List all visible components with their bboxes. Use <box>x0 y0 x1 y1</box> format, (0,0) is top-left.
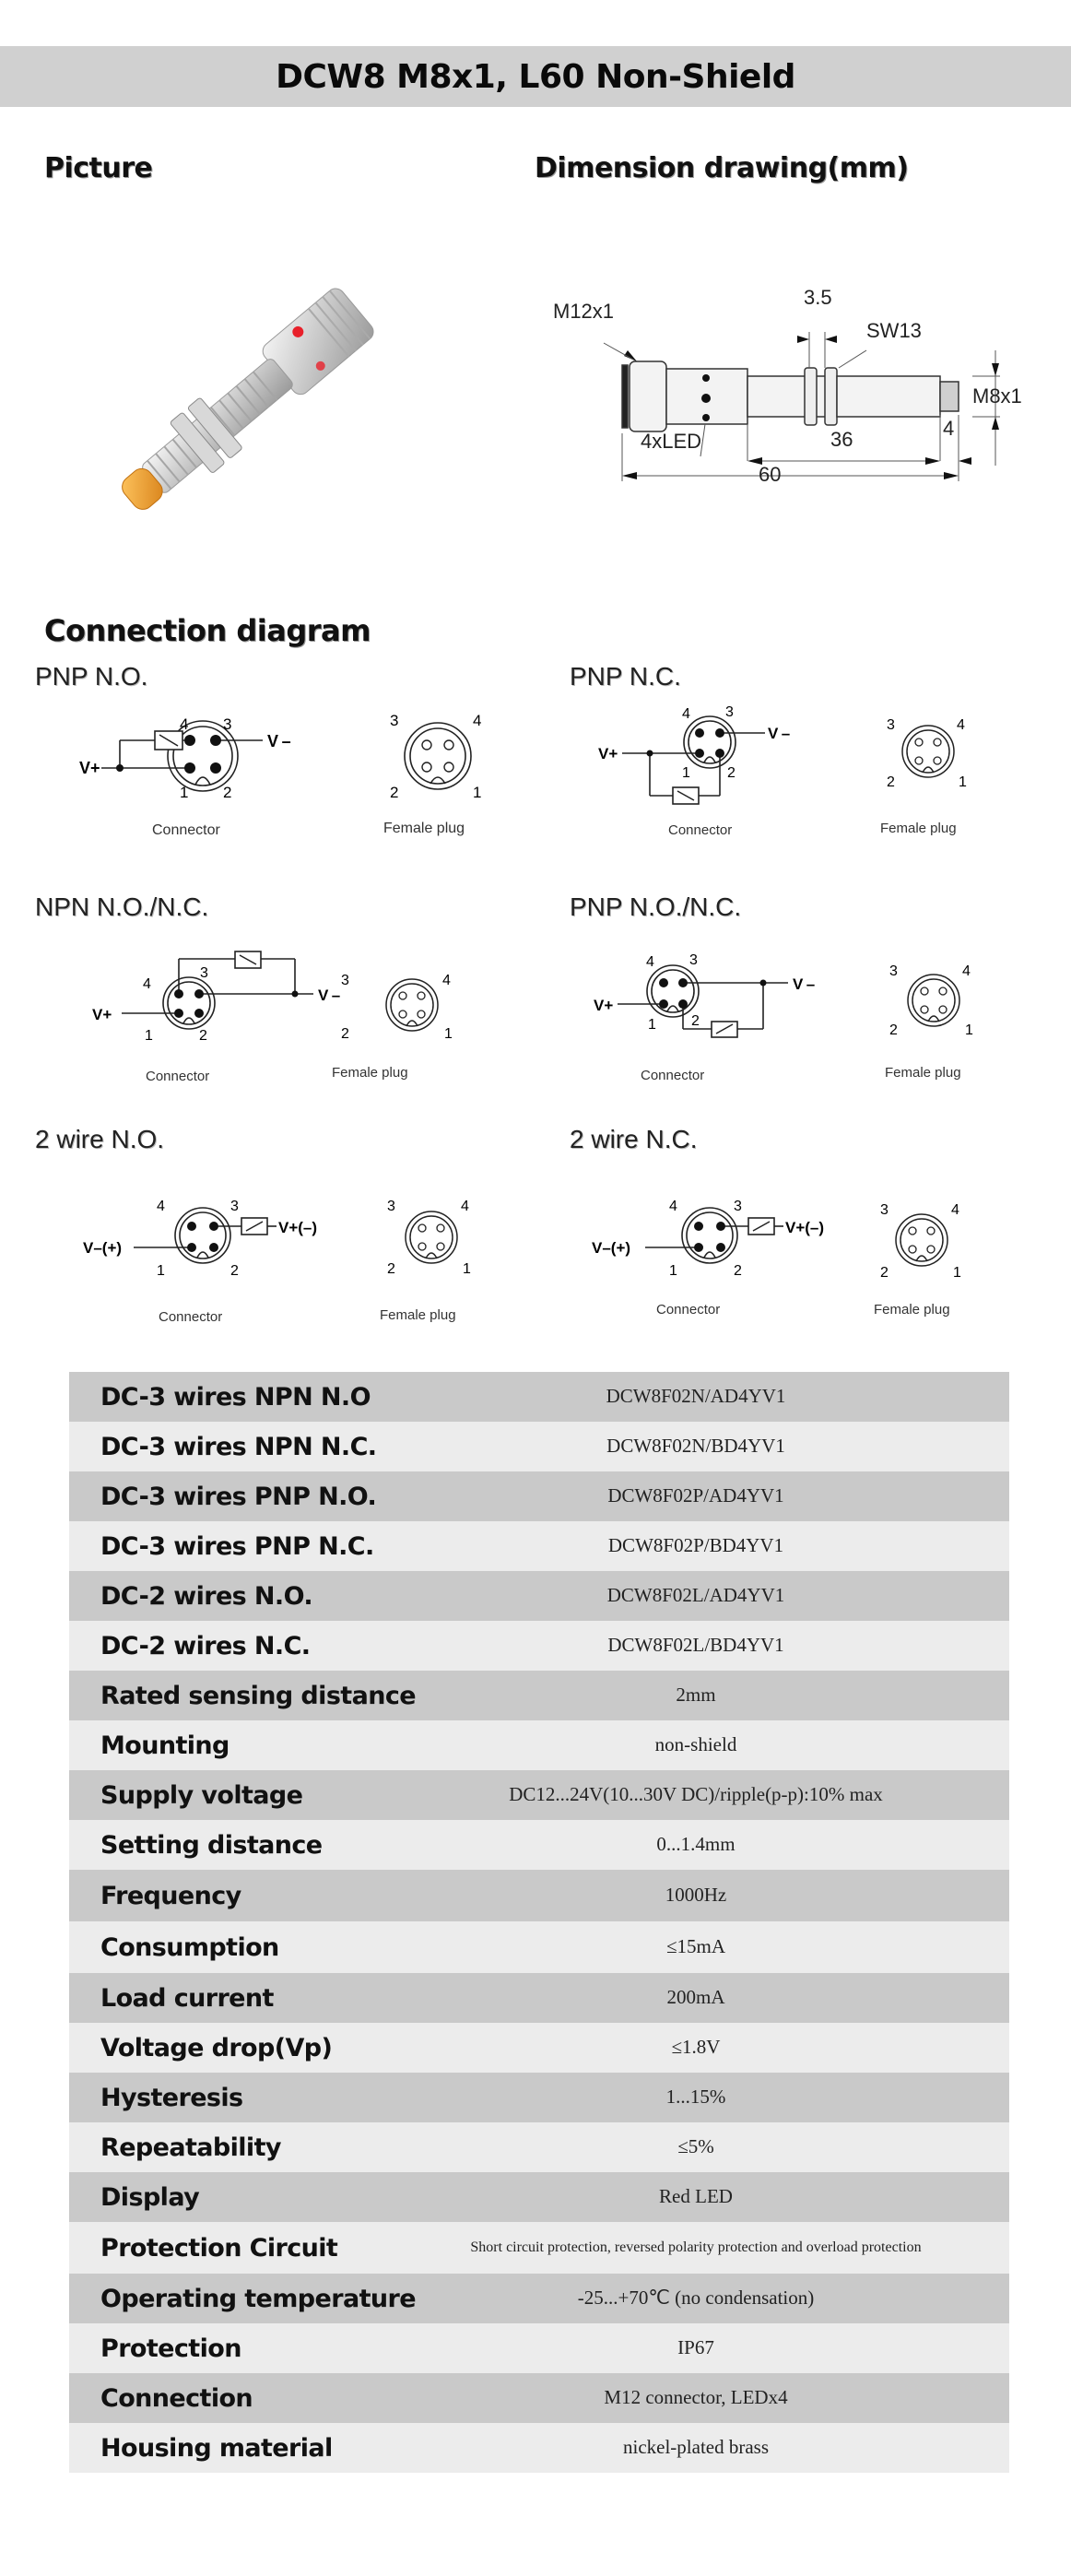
spec-value: 2mm <box>676 1684 716 1707</box>
vplus-label: V+ <box>594 997 614 1014</box>
female-plug-label: Female plug <box>332 1065 408 1081</box>
spec-label: Protection Circuit <box>100 2233 338 2263</box>
diagram-title-2w-nc: 2 wire N.C. <box>570 1125 698 1153</box>
vminus-plus-label: V–(+) <box>592 1239 631 1257</box>
vplus-minus-label: V+(–) <box>278 1219 318 1236</box>
spec-row <box>69 1372 1009 1422</box>
spec-label: Mounting <box>100 1731 230 1760</box>
spec-row <box>69 2073 1009 2122</box>
connector-label: Connector <box>152 822 220 838</box>
dim-36: 36 <box>830 428 853 451</box>
female-plug-label: Female plug <box>380 1307 456 1323</box>
spec-label: DC-3 wires NPN N.O <box>100 1382 371 1412</box>
dim-led: 4xLED <box>641 430 702 453</box>
spec-row <box>69 1621 1009 1671</box>
pin-label: 2 <box>230 1263 239 1279</box>
spec-row <box>69 1521 1009 1571</box>
pin-label: 3 <box>725 704 734 720</box>
pin-label: 1 <box>648 1017 656 1033</box>
female-plug-label: Female plug <box>874 1302 950 1318</box>
pin-label: 4 <box>951 1202 959 1218</box>
spec-label: Rated sensing distance <box>100 1681 416 1710</box>
spec-value: DC12...24V(10...30V DC)/ripple(p-p):10% max <box>509 1783 883 1806</box>
pin-label: 2 <box>887 774 895 790</box>
spec-label: Protection <box>100 2334 241 2363</box>
spec-row <box>69 1471 1009 1521</box>
pin-label: 2 <box>691 1013 700 1029</box>
spec-value: DCW8F02L/AD4YV1 <box>606 1584 785 1607</box>
product-picture <box>92 258 424 530</box>
pin-label: 4 <box>143 976 151 992</box>
spec-value: 0...1.4mm <box>656 1833 736 1856</box>
spec-row <box>69 1973 1009 2023</box>
pin-label: 3 <box>230 1199 239 1214</box>
pin-label: 3 <box>387 1199 395 1214</box>
pin-label: 1 <box>953 1265 961 1281</box>
spec-value: 1000Hz <box>665 1884 727 1907</box>
vminus-label: V – <box>318 987 341 1004</box>
spec-label: Operating temperature <box>100 2284 416 2313</box>
pin-label: 1 <box>157 1263 165 1279</box>
pin-label: 1 <box>463 1261 471 1277</box>
connector-label: Connector <box>656 1302 721 1318</box>
spec-value: ≤5% <box>677 2135 714 2158</box>
pin-label: 3 <box>223 715 232 733</box>
spec-row <box>69 1422 1009 1471</box>
spec-row <box>69 2423 1009 2473</box>
spec-value: DCW8F02P/BD4YV1 <box>607 1534 784 1557</box>
spec-value: nickel-plated brass <box>622 2436 770 2459</box>
pin-label: 1 <box>959 774 967 790</box>
spec-label: Voltage drop(Vp) <box>100 2033 333 2062</box>
spec-row <box>69 2373 1009 2423</box>
pin-label: 4 <box>461 1199 469 1214</box>
diagram-title-pnp-nonc: PNP N.O./N.C. <box>570 892 742 921</box>
pin-label: 2 <box>734 1263 742 1279</box>
pin-label: 4 <box>646 954 654 970</box>
pin-label: 2 <box>727 765 736 781</box>
spec-label: Load current <box>100 1983 274 2013</box>
spec-value: non-shield <box>654 1733 737 1756</box>
pin-label: 1 <box>145 1028 153 1044</box>
connector-label: Connector <box>641 1068 705 1083</box>
wiring-diagram-2w-no <box>83 1194 488 1337</box>
spec-row <box>69 1770 1009 1820</box>
spec-label: Housing material <box>100 2433 333 2463</box>
pin-label: 1 <box>669 1263 677 1279</box>
female-plug-label: Female plug <box>885 1065 961 1081</box>
vminus-plus-label: V–(+) <box>83 1239 123 1257</box>
pin-label: 3 <box>200 965 208 981</box>
diagram-title-npn-nonc: NPN N.O./N.C. <box>35 892 209 921</box>
pin-label: 2 <box>889 1022 898 1038</box>
spec-label: Supply voltage <box>100 1780 303 1810</box>
spec-label: Setting distance <box>100 1830 323 1860</box>
wiring-diagram-pnp-nonc <box>594 950 995 1093</box>
wiring-diagram-pnp-nc <box>598 704 1000 848</box>
spec-label: DC-3 wires NPN N.C. <box>100 1432 377 1461</box>
section-connection: Connection diagram <box>44 613 371 648</box>
pin-label: 2 <box>223 784 232 801</box>
pin-label: 4 <box>473 712 482 729</box>
spec-label: Display <box>100 2182 200 2212</box>
pin-label: 1 <box>682 765 690 781</box>
pin-label: 2 <box>341 1026 349 1042</box>
pin-label: 4 <box>157 1199 165 1214</box>
connector-label: Connector <box>159 1309 223 1325</box>
vminus-label: V – <box>793 975 816 993</box>
pin-label: 4 <box>442 973 451 988</box>
section-dimension: Dimension drawing(mm) <box>535 152 909 184</box>
spec-value: ≤15mA <box>665 1935 726 1958</box>
page-title: DCW8 M8x1, L60 Non-Shield <box>276 57 795 96</box>
spec-table <box>69 1372 1009 2473</box>
title-bar <box>0 46 1071 107</box>
pin-label: 4 <box>682 706 690 722</box>
spec-value: DCW8F02N/AD4YV1 <box>606 1385 786 1408</box>
pin-label: 3 <box>689 952 698 968</box>
spec-value: IP67 <box>677 2336 714 2359</box>
dim-m8: M8x1 <box>972 384 1022 408</box>
pin-label: 4 <box>957 717 965 733</box>
spec-value: Red LED <box>659 2185 733 2208</box>
spec-label: Consumption <box>100 1932 279 1962</box>
pin-label: 3 <box>887 717 895 733</box>
spec-row <box>69 1671 1009 1720</box>
pin-label: 4 <box>669 1199 677 1214</box>
spec-value: DCW8F02L/BD4YV1 <box>607 1634 784 1657</box>
dim-3-5: 3.5 <box>804 286 832 309</box>
spec-label: DC-2 wires N.C. <box>100 1631 311 1660</box>
connector-label: Connector <box>146 1069 210 1084</box>
diagram-title-pnp-nc: PNP N.C. <box>570 662 681 691</box>
vplus-label: V+ <box>92 1006 112 1023</box>
pin-label: 4 <box>962 963 971 979</box>
vplus-label: V+ <box>79 759 100 777</box>
spec-value: DCW8F02P/AD4YV1 <box>607 1484 784 1507</box>
dim-sw13: SW13 <box>866 319 922 342</box>
pin-label: 1 <box>473 784 482 801</box>
spec-row <box>69 2023 1009 2073</box>
spec-row <box>69 1870 1009 1921</box>
pin-label: 2 <box>390 784 399 801</box>
pin-label: 3 <box>889 963 898 979</box>
spec-value: DCW8F02N/BD4YV1 <box>606 1435 785 1458</box>
spec-value: Short circuit protection, reversed polarity protection and overload protection <box>470 2239 922 2255</box>
diagram-title-2w-no: 2 wire N.O. <box>35 1125 165 1153</box>
pin-label: 3 <box>734 1199 742 1214</box>
spec-value: 1...15% <box>665 2086 726 2109</box>
dim-4: 4 <box>943 417 955 440</box>
pin-label: 1 <box>965 1022 973 1038</box>
spec-value: -25...+70℃ (no condensation) <box>577 2286 815 2310</box>
wiring-diagram-2w-nc <box>590 1194 995 1337</box>
pin-label: 2 <box>880 1265 889 1281</box>
spec-label: Hysteresis <box>100 2083 243 2112</box>
dim-m12: M12x1 <box>553 300 615 323</box>
spec-row <box>69 2274 1009 2323</box>
spec-row <box>69 1921 1009 1973</box>
spec-label: DC-3 wires PNP N.O. <box>100 1482 377 1511</box>
spec-row <box>69 2122 1009 2172</box>
dim-60: 60 <box>759 463 782 486</box>
spec-value: 200mA <box>666 1986 725 2009</box>
connector-label: Connector <box>668 822 733 838</box>
female-plug-label: Female plug <box>383 821 465 836</box>
spec-label: DC-3 wires PNP N.C. <box>100 1531 374 1561</box>
spec-row <box>69 1720 1009 1770</box>
spec-value: ≤1.8V <box>671 2036 721 2059</box>
spec-value: M12 connector, LEDx4 <box>604 2386 788 2409</box>
spec-row <box>69 2222 1009 2274</box>
pin-label: 1 <box>180 784 189 801</box>
spec-row <box>69 1820 1009 1870</box>
pin-label: 3 <box>880 1202 889 1218</box>
spec-label: DC-2 wires N.O. <box>100 1581 313 1611</box>
vplus-label: V+ <box>598 745 618 762</box>
vplus-minus-label: V+(–) <box>785 1219 825 1236</box>
pin-label: 2 <box>387 1261 395 1277</box>
pin-label: 1 <box>444 1026 453 1042</box>
pin-label: 3 <box>341 973 349 988</box>
pin-label: 3 <box>390 712 399 729</box>
diagram-title-pnp-no: PNP N.O. <box>35 662 148 691</box>
vminus-label: V – <box>768 725 791 742</box>
spec-row <box>69 2172 1009 2222</box>
section-picture: Picture <box>44 152 153 184</box>
vminus-label: V – <box>267 732 291 750</box>
dimension-drawing <box>548 277 1028 502</box>
wiring-diagram-pnp-no <box>74 705 498 848</box>
spec-row <box>69 1571 1009 1621</box>
wiring-diagram-npn-nonc <box>92 950 488 1093</box>
pin-label: 2 <box>199 1028 207 1044</box>
spec-label: Frequency <box>100 1881 241 1910</box>
spec-label: Connection <box>100 2383 253 2413</box>
spec-row <box>69 2323 1009 2373</box>
female-plug-label: Female plug <box>880 821 957 836</box>
spec-label: Repeatability <box>100 2133 281 2162</box>
pin-label: 4 <box>180 715 189 733</box>
